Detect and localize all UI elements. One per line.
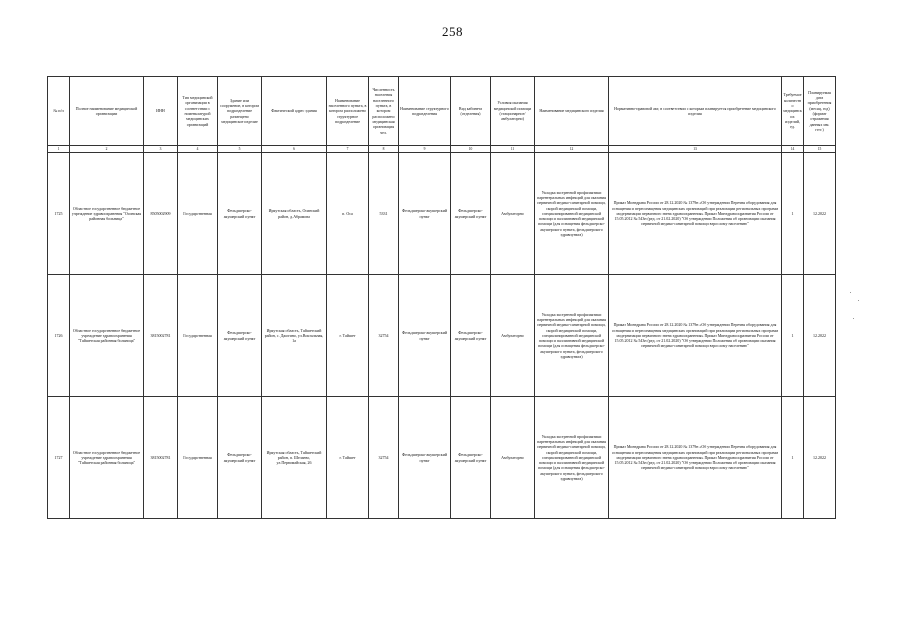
cell-quantity: 1 — [782, 275, 804, 397]
cell-unit: Фельдшерско-акушерский пункт — [399, 397, 451, 519]
col-number: 15 — [804, 146, 836, 153]
cell-building: Фельдшерско-акушерский пункт — [218, 153, 262, 275]
cell-inn: 8505002909 — [144, 153, 178, 275]
cell-number: 1727 — [48, 397, 70, 519]
equipment-registry-table — [47, 76, 836, 519]
scan-speck — [850, 292, 851, 293]
cell-building: Фельдшерско-акушерский пункт — [218, 397, 262, 519]
cell-conditions: Амбулаторно — [491, 153, 535, 275]
col-number: 3 — [144, 146, 178, 153]
cell-legal-act: Приказ Минздрава России от 28.12.2020 № 1379н «Об утверждении Перечня оборудования для оснащения и переоснащения медицинских организаций при реализации региональных программ модернизации первичного звена здравоохранения» Приказ Минздравсоцразвития России от 15.05.2012 № 543н (ред. от 21.02.2020) "Об утверждении Положения об организации оказания первичной медико-санитарной помощи взрослому населению" — [609, 397, 782, 519]
col-header-building: Здание или сооружение, в котором подразделение размещено медицинское изделие — [218, 77, 262, 146]
table-row — [48, 153, 836, 275]
col-header-device: Наименование медицинского изделия — [535, 77, 609, 146]
col-number: 12 — [535, 146, 609, 153]
col-header-unit: Наименование структурного подразделения — [399, 77, 451, 146]
col-number: 10 — [451, 146, 491, 153]
cell-date: 12.2022 — [804, 153, 836, 275]
cell-cabinet: Фельдшерско-акушерский пункт — [451, 275, 491, 397]
cell-quantity: 1 — [782, 397, 804, 519]
cell-org-type: Государственная — [178, 397, 218, 519]
cell-device: Укладка экстренной профилактики парентеральных инфекций для оказания первичной медико-санитарной помощи, скорой медицинской помощи, специализированной медицинской помощи и паллиативной медицинской помощи (для оснащения фельдшерско-акушерского пункта, фельдшерского здравпункта) — [535, 153, 609, 275]
col-header-conditions: Условия оказания медицинской помощи (стационарное/амбулаторно) — [491, 77, 535, 146]
col-number: 13 — [609, 146, 782, 153]
cell-address: Иркутская область, Тайшетский район, с. Джогино, ул.Вокзальная, 1а — [262, 275, 327, 397]
cell-date: 12.2022 — [804, 397, 836, 519]
col-number: 14 — [782, 146, 804, 153]
cell-organization: Областное государственное бюджетное учреждение здравоохранения "Тайшетская районная больница" — [70, 397, 144, 519]
cell-number: 1725 — [48, 153, 70, 275]
cell-inn: 3815002781 — [144, 397, 178, 519]
cell-address: Иркутская область, Осинский район, д.Абрамова — [262, 153, 327, 275]
cell-device: Укладка экстренной профилактики парентеральных инфекций для оказания первичной медико-санитарной помощи, скорой медицинской помощи, специализированной медицинской помощи и паллиативной медицинской помощи (для оснащения фельдшерско-акушерского пункта, фельдшерского здравпункта) — [535, 275, 609, 397]
cell-date: 12.2022 — [804, 275, 836, 397]
cell-conditions: Амбулаторно — [491, 397, 535, 519]
col-header-settlement: Наименование населенного пункта, в котором расположено структурное подразделение — [327, 77, 369, 146]
col-header-legal-act: Нормативно-правовой акт, в соответствии с которым планируется приобретение медицинского изделия — [609, 77, 782, 146]
col-header-number: № п/п — [48, 77, 70, 146]
cell-device: Укладка экстренной профилактики парентеральных инфекций для оказания первичной медико-санитарной помощи, скорой медицинской помощи, специализированной медицинской помощи и паллиативной медицинской помощи (для оснащения фельдшерско-акушерского пункта, фельдшерского здравпункта) — [535, 397, 609, 519]
cell-inn: 3815002781 — [144, 275, 178, 397]
cell-building: Фельдшерско-акушерский пункт — [218, 275, 262, 397]
table-row — [48, 397, 836, 519]
cell-org-type: Государственная — [178, 153, 218, 275]
cell-conditions: Амбулаторно — [491, 275, 535, 397]
cell-number: 1726 — [48, 275, 70, 397]
cell-legal-act: Приказ Минздрава России от 28.12.2020 № 1379н «Об утверждении Перечня оборудования для оснащения и переоснащения медицинских организаций при реализации региональных программ модернизации первичного звена здравоохранения» Приказ Минздравсоцразвития России от 15.05.2012 № 543н (ред. от 21.02.2020) "Об утверждении Положения об организации оказания первичной медико-санитарной помощи взрослому населению" — [609, 153, 782, 275]
cell-quantity: 1 — [782, 153, 804, 275]
col-number: 8 — [369, 146, 399, 153]
col-header-address: Фактический адрес здания — [262, 77, 327, 146]
col-number: 9 — [399, 146, 451, 153]
table-row — [48, 275, 836, 397]
cell-org-type: Государственная — [178, 275, 218, 397]
cell-population: 32754 — [369, 397, 399, 519]
cell-cabinet: Фельдшерско-акушерский пункт — [451, 397, 491, 519]
col-number: 7 — [327, 146, 369, 153]
cell-organization: Областное государственное бюджетное учреждение здравоохранения "Тайшетская районная больница" — [70, 275, 144, 397]
scan-speck — [853, 318, 854, 319]
cell-legal-act: Приказ Минздрава России от 28.12.2020 № 1379н «Об утверждении Перечня оборудования для оснащения и переоснащения медицинских организаций при реализации региональных программ модернизации первичного звена здравоохранения» Приказ Минздравсоцразвития России от 15.05.2012 № 543н (ред. от 21.02.2020) "Об утверждении Положения об организации оказания первичной медико-санитарной помощи взрослому населению" — [609, 275, 782, 397]
col-header-organization: Полное наименование медицинской организации — [70, 77, 144, 146]
scan-speck — [858, 300, 859, 301]
page-number: 258 — [442, 24, 463, 39]
col-number: 11 — [491, 146, 535, 153]
col-header-date: Планируемая дата приобретения (месяц, год) (формат отражения данных мм. гггг.) — [804, 77, 836, 146]
col-header-inn: ИНН — [144, 77, 178, 146]
col-header-cabinet: Вид кабинета (отделения) — [451, 77, 491, 146]
col-number: 1 — [48, 146, 70, 153]
col-header-quantity: Требуемое количество медицинских изделий, ед. — [782, 77, 804, 146]
cell-address: Иркутская область, Тайшетский район, п. Шелаево, ул.Первомайская, 26 — [262, 397, 327, 519]
header-row — [48, 77, 836, 146]
cell-settlement: п. Оса — [327, 153, 369, 275]
cell-unit: Фельдшерско-акушерский пункт — [399, 153, 451, 275]
cell-settlement: г. Тайшет — [327, 397, 369, 519]
cell-cabinet: Фельдшерско-акушерский пункт — [451, 153, 491, 275]
col-header-population: Численность населения населенного пункта, в котором расположено медицинская организация чел. — [369, 77, 399, 146]
col-number: 4 — [178, 146, 218, 153]
cell-population: 32754 — [369, 275, 399, 397]
col-number: 6 — [262, 146, 327, 153]
cell-population: 5331 — [369, 153, 399, 275]
col-header-org-type: Тип медицинской организации в соответствии с номенклатурой медицинских организаций — [178, 77, 218, 146]
column-number-row — [48, 146, 836, 153]
cell-organization: Областное государственное бюджетное учреждение здравоохранения "Осинская районная больница" — [70, 153, 144, 275]
cell-settlement: г. Тайшет — [327, 275, 369, 397]
col-number: 2 — [70, 146, 144, 153]
cell-unit: Фельдшерско-акушерский пункт — [399, 275, 451, 397]
registry-sheet — [47, 76, 835, 519]
col-number: 5 — [218, 146, 262, 153]
